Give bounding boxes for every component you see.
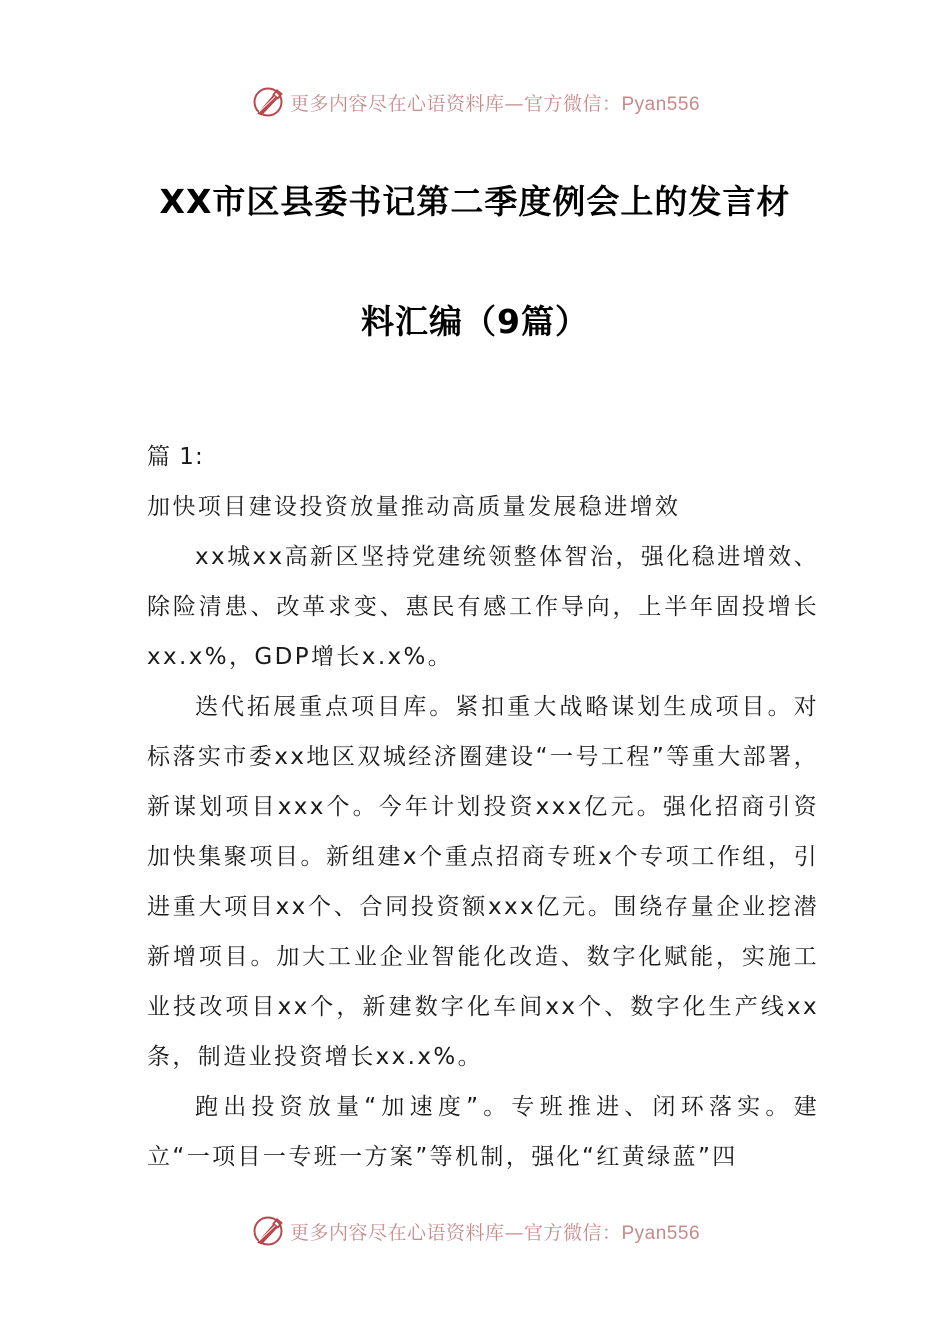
- banner-wechat-id: Pyan556: [621, 93, 701, 115]
- banner-text: [290, 1218, 700, 1245]
- body-paragraph: 迭代拓展重点项目库。紧扣重大战略谋划生成项目。对标落实市委xx地区双城经济圈建设“一号工程”等重大部署，新谋划项目xxx个。今年计划投资xxx亿元。强化招商引资加快集聚项目。新组建x个重点招商专班x个专项工作组，引进重大项目xx个、合同投资额xxx亿元。围绕存量企业挖潜新增项目。加大工业企业智能化改造、数字化赋能，实施工业技改项目xx个，新建数字化车间xx个、数字化生产线xx条，制造业投资增长xx.x%。: [147, 694, 819, 1070]
- pen-nib-logo-icon: [250, 84, 286, 120]
- banner-prefix: 更多内容尽在心语资料库—官方微信：: [289, 1221, 622, 1244]
- document-body: [147, 432, 819, 1182]
- banner-text: [290, 89, 700, 116]
- footer-banner: [0, 1211, 950, 1251]
- pen-nib-logo-icon: [250, 1213, 286, 1249]
- document-title-line-1: XX市区县委书记第二季度例会上的发言材: [159, 182, 791, 221]
- document-title-line-2: 料汇编（9篇）: [361, 302, 589, 341]
- banner-wechat-id: Pyan556: [621, 1222, 701, 1244]
- header-banner: [0, 82, 950, 122]
- section-heading: 加快项目建设投资放量推动高质量发展稳进增效: [147, 494, 681, 520]
- body-paragraph: xx城xx高新区坚持党建统领整体智治，强化稳进增效、除险清患、改革求变、惠民有感工作导向，上半年固投增长xx.x%，GDP增长x.x%。: [147, 544, 819, 670]
- body-paragraph: 跑出投资放量“加速度”。专班推进、闭环落实。建立“一项目一专班一方案”等机制，强化“红黄绿蓝”四: [147, 1094, 819, 1170]
- banner-prefix: 更多内容尽在心语资料库—官方微信：: [289, 92, 622, 115]
- section-label: 篇 1:: [147, 444, 204, 470]
